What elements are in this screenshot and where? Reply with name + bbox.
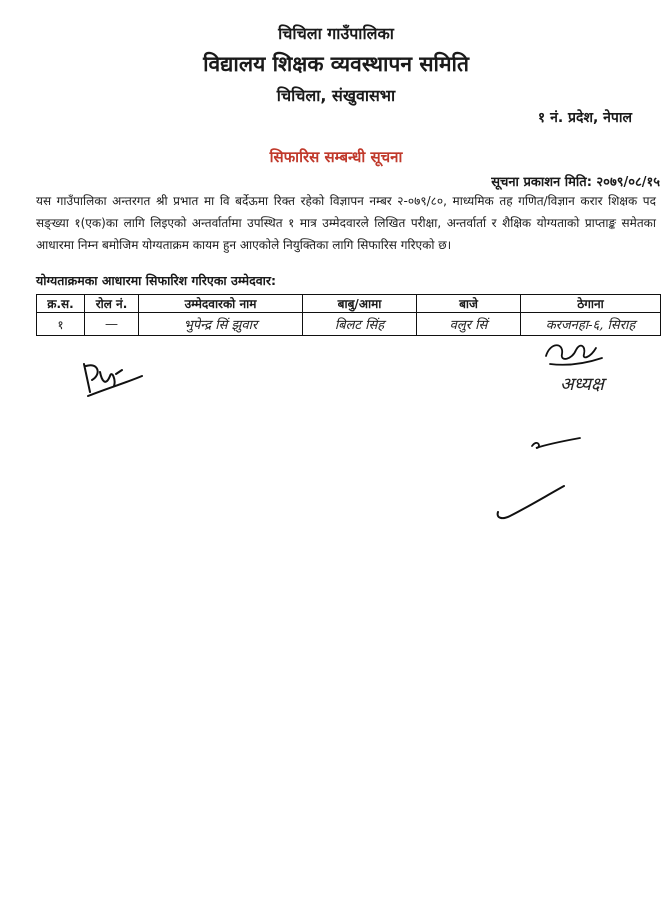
- table-row: [37, 313, 661, 336]
- upper-right-signature: [540, 336, 610, 372]
- small-signature-mark: [528, 432, 584, 452]
- header-parent: बाबु/आमा: [303, 295, 417, 313]
- province-name: १ नं. प्रदेश, नेपाल: [537, 110, 632, 126]
- header-roll: रोल नं.: [85, 295, 139, 313]
- place-name: चिचिला, संखुवासभा: [276, 86, 396, 105]
- publish-date: सूचना प्रकाशन मिति: २०७९/०८/१५: [491, 175, 660, 190]
- notice-title: सिफारिस सम्बन्धी सूचना: [269, 148, 403, 166]
- header-candidate-name: उम्मेदवारको नाम: [139, 295, 303, 313]
- cell-roll: —: [85, 313, 139, 336]
- table-heading: योग्यताक्रमका आधारमा सिफारिश गरिएका उम्मेदवार:: [36, 273, 277, 288]
- president-signature-label: अध्यक्ष: [560, 374, 604, 395]
- cell-parent: बिलट सिंह: [303, 313, 417, 336]
- header-serial: क्र.स.: [37, 295, 85, 313]
- candidate-table: [36, 294, 661, 336]
- table-header-row: [37, 295, 661, 313]
- cell-candidate-name: भुपेन्द्र सिं झुवार: [139, 313, 303, 336]
- check-signature-mark: [490, 482, 570, 526]
- cell-grandfather: वलुर सिं: [417, 313, 521, 336]
- header-address: ठेगाना: [521, 295, 661, 313]
- cell-serial: १: [37, 313, 85, 336]
- left-signature: [78, 352, 148, 402]
- committee-name: विद्यालय शिक्षक व्यवस्थापन समिति: [203, 52, 469, 76]
- notice-body: यस गाउँपालिका अन्तरगत श्री प्रभात मा वि बर्देऊमा रिक्त रहेको विज्ञापन नम्बर २-०७९/८०, माध्यमिक तह गणित/विज्ञान करार शिक्षक पद सङ्ख्या १(एक)का लागि लिइएको अन्तर्वार्तामा उपस्थित १ मात्र उम्मेदवारले लिखित परीक्षा, अन्तर्वार्ता र शैक्षिक योग्यताको प्राप्ताङ्क समेतका आधारमा निम्न बमोजिम योग्यताक्रम कायम हुन आएकोले नियुक्तिका लागि सिफारिस गरिएको छ।: [36, 194, 656, 252]
- header-grandfather: बाजे: [417, 295, 521, 313]
- municipality-name: चिचिला गाउँपालिका: [278, 24, 394, 43]
- cell-address: करजनहा-६, सिराह: [521, 313, 661, 336]
